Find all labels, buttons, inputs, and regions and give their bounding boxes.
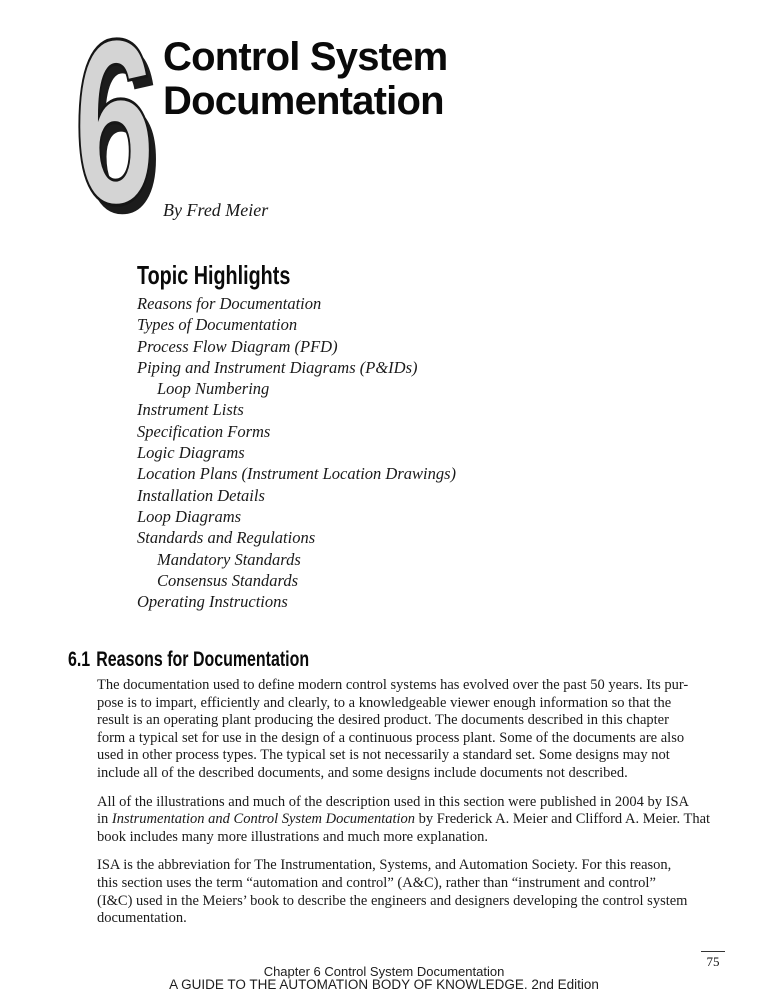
chapter-title-line-1: Control System xyxy=(163,35,448,79)
text-line: The documentation used to define modern control systems has evolved over the past 50 years. Its pur- xyxy=(97,677,689,693)
section-heading xyxy=(68,648,309,671)
topic-item: Loop Diagrams xyxy=(137,506,242,526)
paragraph xyxy=(97,794,745,847)
topic-item: Standards and Regulations xyxy=(137,528,316,548)
chapter-title xyxy=(163,35,447,123)
text-line: this section uses the term “automation and control” (A&C), rather than “instrument and control” xyxy=(97,874,656,891)
section-title: Reasons for Documentation xyxy=(96,648,310,671)
text-line: include all of the described documents, and some designs include documents not described. xyxy=(97,764,628,781)
topic-item: Specification Forms xyxy=(137,421,271,441)
topic-item: Logic Diagrams xyxy=(137,443,245,463)
chapter-title-line-2: Documentation xyxy=(163,79,444,123)
topic-item: Operating Instructions xyxy=(137,592,288,612)
chapter-number: 6 xyxy=(74,0,156,253)
topic-item: Installation Details xyxy=(137,485,265,505)
text-line: (I&C) used in the Meiers’ book to describe the engineers and designers developing the control system xyxy=(97,892,688,909)
text-line: documentation. xyxy=(97,910,187,927)
topic-highlights-heading: Topic Highlights xyxy=(137,260,291,290)
topic-item: Piping and Instrument Diagrams (P&IDs) xyxy=(137,357,418,377)
topic-highlights xyxy=(137,261,456,612)
topic-item: Types of Documentation xyxy=(137,315,298,335)
text-line: used in other process types. The typical set is not necessarily a standard set. Some designs may not xyxy=(97,747,670,764)
topic-item: Instrument Lists xyxy=(137,400,244,420)
footer xyxy=(0,965,768,992)
topic-item: Location Plans (Instrument Location Drawings) xyxy=(137,464,457,484)
text-line: form a typical set for use in the design of a continuous process plant. Some of the documents are also xyxy=(97,729,685,746)
paragraph xyxy=(97,857,745,927)
topic-item: Mandatory Standards xyxy=(157,549,301,569)
section-number: 6.1 xyxy=(68,648,91,671)
topic-item: Consensus Standards xyxy=(157,570,299,590)
text-line: book includes many more illustrations and much more explanation. xyxy=(97,828,489,845)
text-line: pose is to impart, efficiently and clearly, to a knowledgeable viewer enough information so that the xyxy=(97,694,672,711)
text-line: result is an operating plant producing the desired product. The documents described in this chapter xyxy=(97,712,669,729)
byline: By Fred Meier xyxy=(163,200,269,220)
topic-item: Loop Numbering xyxy=(157,379,270,399)
page-number: 75 xyxy=(701,951,725,970)
footer-book-line: A GUIDE TO THE AUTOMATION BODY OF KNOWLEDGE. 2nd Edition xyxy=(169,977,599,992)
text-line: in Instrumentation and Control System Documentation by Frederick A. Meier and Clifford A. Meier. That xyxy=(97,811,711,828)
text-line: All of the illustrations and much of the description used in this section were published in 2004 by ISA xyxy=(97,793,689,810)
footer-chapter-line: Chapter 6 Control System Documentation xyxy=(263,964,505,979)
paragraph xyxy=(97,677,745,783)
topic-item: Reasons for Documentation xyxy=(137,294,322,313)
topic-highlights-list xyxy=(137,293,456,612)
section-body xyxy=(97,677,745,939)
text-line: ISA is the abbreviation for The Instrumentation, Systems, and Automation Society. For this reason, xyxy=(97,857,672,874)
topic-item: Process Flow Diagram (PFD) xyxy=(137,336,338,356)
